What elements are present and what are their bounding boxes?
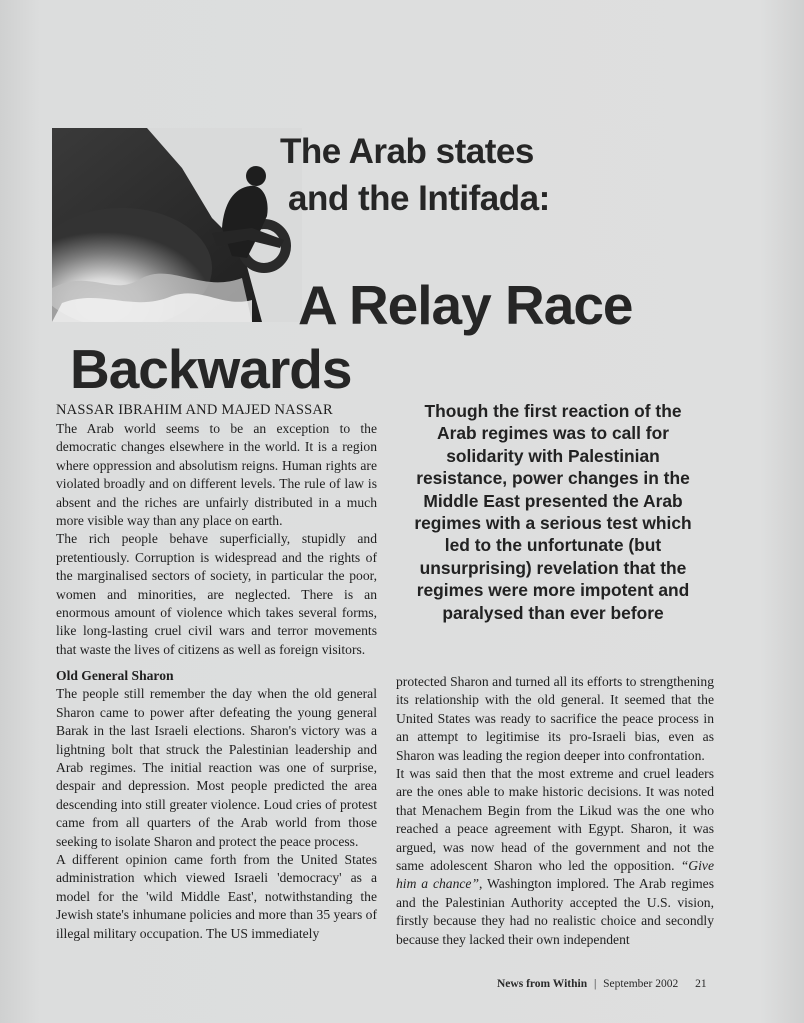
right-paragraph-1: protected Sharon and turned all its efforts to strengthening its relationship with the old general. It seemed that the United States was ready to sacrifice the peace process in an attempt to legitimise its pro-Israeli bias, even as Sharon was leading the region deeper into confrontation. — [396, 674, 714, 763]
title-line-1: The Arab states — [280, 132, 534, 171]
article-photo — [52, 128, 302, 322]
section-heading: Old General Sharon — [56, 668, 174, 683]
title-line-3: A Relay Race — [298, 274, 633, 336]
right-paragraph-2-start: It was said then that the most extreme and cruel leaders are the ones able to make historic decisions. It was noted that Menachem Begin from the Likud was the one who reached a peace agreement with Egypt. Sharon, it was argued, was now head of the government and not the same adolescent Sharon who led the opposition. — [396, 766, 714, 874]
publication-name: News from Within — [497, 978, 588, 990]
section-paragraph-1: The people still remember the day when the old general Sharon came to power after defeating the young general Barak in the last Israeli elections. Sharon's victory was a lightning bolt that struck the Palestinian leadership and Arab regimes. The initial reaction was one of surprise, despair and depression. Most people predicted the area descending into still greater violence. Loud cries of protest came from all quarters of the Arab world from those seeking to isolate Sharon and protect the peace process. — [56, 686, 377, 849]
left-column — [56, 667, 377, 943]
right-paragraph-2 — [396, 765, 714, 949]
intro-paragraph-1: The Arab world seems to be an exception to the democratic changes elsewhere in the world. It is a region where oppression and absolutism reigns. Human rights are violated broadly and on different levels. The rule of law is absent and the riches are unfairly distributed in a much more visible way than any place on earth. — [56, 421, 377, 529]
intro-column — [56, 420, 377, 659]
page-number: 21 — [695, 978, 707, 990]
title-line-2: and the Intifada: — [288, 179, 550, 218]
right-paragraph-2-end: , Washington implored. The Arab regimes and the Palestinian Authority accepted the U.S. vision, firstly because they had no realistic choice and secondly because they lacked their own independent — [396, 876, 714, 947]
footer-separator: | — [593, 978, 597, 990]
title-line-4: Backwards — [70, 338, 352, 400]
byline: NASSAR IBRAHIM AND MAJED NASSAR — [56, 402, 333, 418]
issue-date: September 2002 — [603, 978, 679, 990]
quote-give-him-a-chance: “Give him a chance” — [396, 858, 714, 892]
right-column — [396, 673, 714, 949]
protester-burning-tire-photo — [52, 128, 302, 322]
intro-paragraph-2: The rich people behave superficially, stupidly and pretentiously. Corruption is widespread and the rights of the marginalised sectors of society, in particular the poor, women and minorities, are neglected. There is an enormous amount of violence which takes several forms, like long-lasting cruel civil wars and terror movements that waste the lives of citizens as well as foreign visitors. — [56, 531, 377, 657]
pull-quote: Though the first reaction of the Arab regimes was to call for solidarity with Palestinian resistance, power changes in the Middle East presented the Arab regimes with a serious test which led to the unfortunate (but unsurprising) revelation that the regimes were more impotent and paralysed than ever before — [414, 401, 692, 623]
page-footer — [497, 978, 707, 990]
section-paragraph-2: A different opinion came forth from the United States administration which viewed Israeli 'democracy' as a model for the 'wild Middle East', notwithstanding the Jewish state's inhumane policies and more than 35 years of illegal military occupation. The US immediately — [56, 852, 377, 941]
